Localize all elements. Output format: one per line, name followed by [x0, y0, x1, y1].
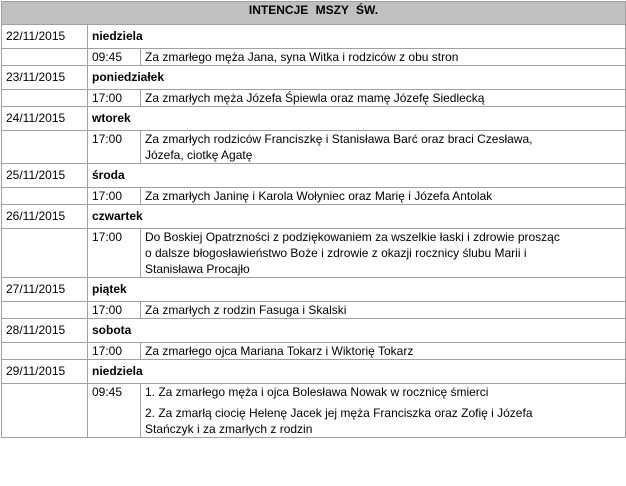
- intention-line: Stanisława Procajło: [145, 262, 250, 276]
- mass-intentions-table: [1, 1, 626, 438]
- date-cell: 24/11/2015: [2, 107, 88, 131]
- intention-line: Za zmarłych Janinę i Karola Wołyniec oraz Marię i Józefa Antolak: [145, 189, 493, 203]
- date-cell: 22/11/2015: [2, 25, 88, 49]
- intention-text: [141, 384, 626, 438]
- day-row: [2, 205, 626, 229]
- day-name-cell: wtorek: [88, 107, 626, 131]
- intention-line: Za zmarłych rodziców Franciszkę i Stanisława Barć oraz braci Czesława,: [145, 132, 533, 146]
- intention-item: [145, 405, 621, 437]
- empty-cell: [2, 188, 88, 205]
- mass-time: 17:00: [88, 343, 141, 360]
- table-header-row: [2, 2, 626, 25]
- day-row: [2, 164, 626, 188]
- date-cell: 27/11/2015: [2, 278, 88, 302]
- day-name-cell: poniedziałek: [88, 66, 626, 90]
- intention-line: Do Boskiej Opatrzności z podziękowaniem za wszelkie łaski i zdrowie prosząc: [145, 230, 560, 244]
- intention-text: [141, 49, 626, 66]
- intention-line: Za zmarłych męża Józefa Śpiewla oraz mamę Józefę Siedlecką: [145, 91, 485, 105]
- day-name-cell: niedziela: [88, 25, 626, 49]
- mass-time: 09:45: [88, 384, 141, 438]
- day-name-cell: czwartek: [88, 205, 626, 229]
- mass-time: 17:00: [88, 90, 141, 107]
- mass-row: [2, 131, 626, 164]
- empty-cell: [2, 384, 88, 438]
- mass-time: 17:00: [88, 229, 141, 278]
- intention-line: 2. Za zmarłą ciocię Helenę Jacek jej męża Franciszka oraz Zofię i Józefa: [145, 406, 533, 420]
- intention-text: [141, 229, 626, 278]
- date-cell: 25/11/2015: [2, 164, 88, 188]
- day-row: [2, 360, 626, 384]
- intention-line: Za zmarłego męża Jana, syna Witka i rodziców z obu stron: [145, 50, 459, 64]
- day-name-cell: niedziela: [88, 360, 626, 384]
- day-row: [2, 319, 626, 343]
- mass-row: [2, 384, 626, 438]
- day-row: [2, 25, 626, 49]
- empty-cell: [2, 229, 88, 278]
- empty-cell: [2, 131, 88, 164]
- table-title: INTENCJE MSZY ŚW.: [248, 3, 379, 17]
- day-row: [2, 66, 626, 90]
- day-name-cell: środa: [88, 164, 626, 188]
- mass-row: [2, 90, 626, 107]
- intention-item: [145, 384, 621, 400]
- mass-time: 09:45: [88, 49, 141, 66]
- intention-line: o dalsze błogosławieństwo Boże i zdrowie z okazji rocznicy ślubu Marii i: [145, 246, 527, 260]
- day-name-cell: sobota: [88, 319, 626, 343]
- table-title-cell: [2, 2, 626, 25]
- mass-row: [2, 302, 626, 319]
- date-cell: 23/11/2015: [2, 66, 88, 90]
- intention-line: Za zmarłego ojca Mariana Tokarz i Wiktorię Tokarz: [145, 344, 414, 358]
- intention-text: [141, 343, 626, 360]
- empty-cell: [2, 343, 88, 360]
- intention-text: [141, 131, 626, 164]
- table-body: [2, 2, 626, 438]
- mass-row: [2, 229, 626, 278]
- mass-row: [2, 343, 626, 360]
- mass-time: 17:00: [88, 302, 141, 319]
- empty-cell: [2, 49, 88, 66]
- intention-text: [141, 90, 626, 107]
- date-cell: 29/11/2015: [2, 360, 88, 384]
- intention-line: Stańczyk i za zmarłych z rodzin: [145, 422, 313, 436]
- empty-cell: [2, 90, 88, 107]
- empty-cell: [2, 302, 88, 319]
- intention-text: [141, 188, 626, 205]
- intention-line: 1. Za zmarłego męża i ojca Bolesława Nowak w rocznicę śmierci: [145, 385, 489, 399]
- intention-line: Za zmarłych z rodzin Fasuga i Skalski: [145, 303, 347, 317]
- date-cell: 26/11/2015: [2, 205, 88, 229]
- day-name-cell: piątek: [88, 278, 626, 302]
- day-row: [2, 107, 626, 131]
- mass-row: [2, 49, 626, 66]
- intention-text: [141, 302, 626, 319]
- mass-time: 17:00: [88, 188, 141, 205]
- intention-line: Józefa, ciotkę Agatę: [145, 148, 253, 162]
- mass-time: 17:00: [88, 131, 141, 164]
- day-row: [2, 278, 626, 302]
- mass-row: [2, 188, 626, 205]
- date-cell: 28/11/2015: [2, 319, 88, 343]
